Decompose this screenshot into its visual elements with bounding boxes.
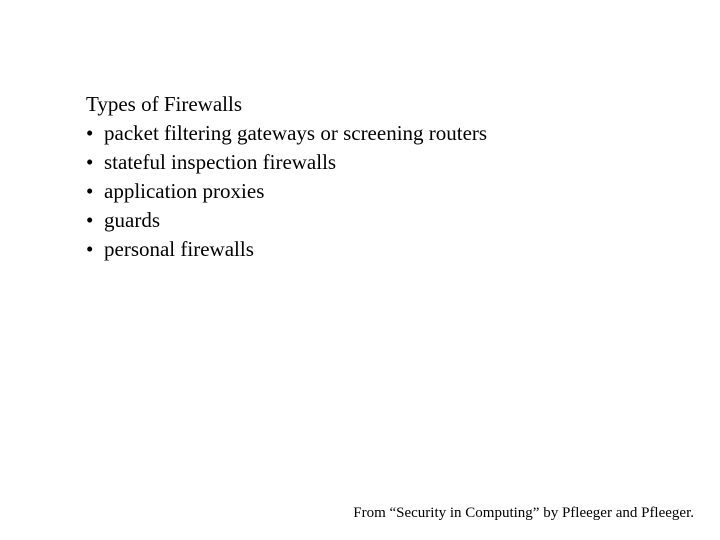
bullet-text: personal firewalls — [104, 237, 254, 261]
bullet-text: guards — [104, 208, 160, 232]
bullet-item — [86, 177, 487, 206]
bullet-mark: • — [86, 208, 94, 232]
bullet-list — [86, 119, 487, 264]
bullet-item — [86, 235, 487, 264]
bullet-item — [86, 206, 487, 235]
bullet-item — [86, 148, 487, 177]
citation: From “Security in Computing” by Pfleeger and Pfleeger. — [353, 505, 694, 521]
slide-title: Types of Firewalls — [86, 92, 243, 116]
bullet-item — [86, 119, 487, 148]
bullet-text: packet filtering gateways or screening routers — [104, 121, 488, 145]
bullet-mark: • — [86, 179, 94, 203]
bullet-text: application proxies — [104, 179, 265, 203]
bullet-mark: • — [86, 237, 94, 261]
bullet-mark: • — [86, 150, 94, 174]
bullet-mark: • — [86, 121, 94, 145]
bullet-text: stateful inspection firewalls — [104, 150, 337, 174]
slide-content — [86, 90, 487, 264]
